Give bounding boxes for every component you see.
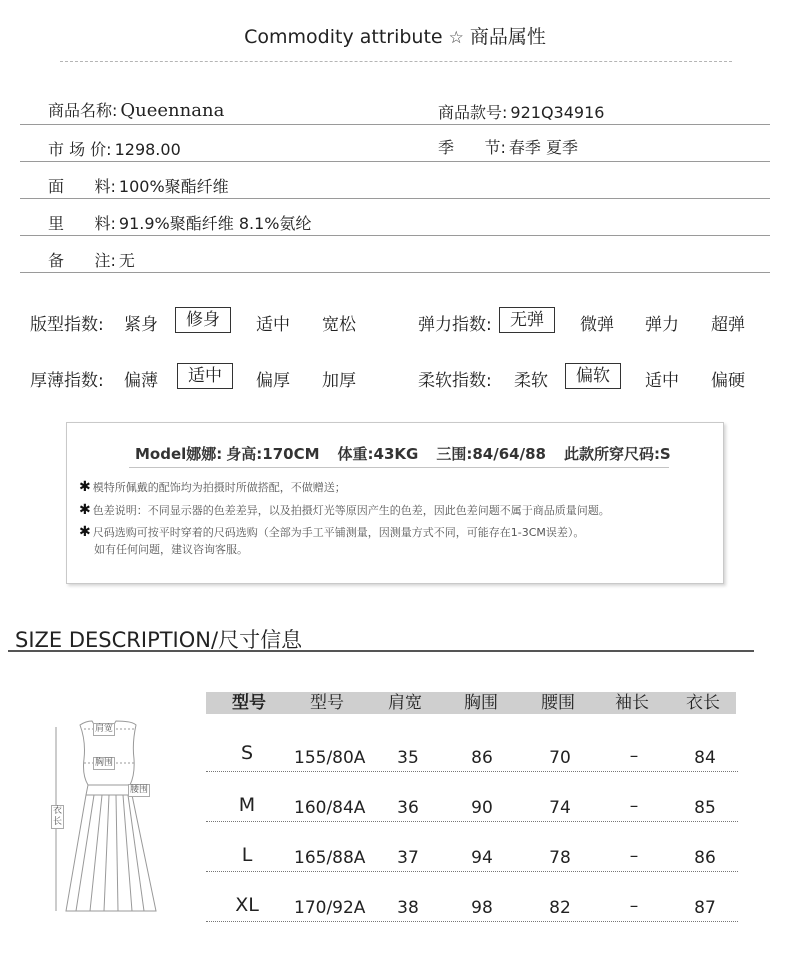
- fit-option: 宽松: [322, 315, 356, 335]
- softness-option: 适中: [645, 371, 679, 391]
- model-height: 身高:170CM: [226, 445, 320, 463]
- shoulder-tag: 肩宽: [95, 724, 114, 734]
- lining-value: 91.9%聚酯纤维 8.1%氨纶: [118, 214, 312, 233]
- attr-row-remark: [20, 236, 770, 273]
- season-value: 春季 夏季: [508, 138, 579, 157]
- th-length: 衣长: [686, 693, 720, 713]
- model-size-worn: 此款所穿尺码:S: [563, 445, 671, 463]
- cell-shoulder: 38: [397, 898, 419, 918]
- cell-length: 84: [694, 748, 716, 768]
- note-text: 色差说明：不同显示器的色差差异，以及拍摄灯光等原因产生的色差，因此色差问题不属于商品质量问题。: [92, 504, 610, 517]
- lining-label: 里 料:: [48, 214, 116, 233]
- table-row: [206, 872, 738, 922]
- model-info-box: [66, 422, 724, 584]
- size-table-header: [206, 692, 736, 714]
- bust-tag: 胸围: [95, 758, 114, 768]
- cell-sleeve: –: [629, 896, 639, 916]
- cell-sleeve: –: [629, 796, 639, 816]
- elastic-option: 超弹: [711, 315, 745, 335]
- elastic-option-selected: 无弹: [499, 307, 555, 333]
- cell-spec: 160/84A: [294, 798, 366, 818]
- cell-shoulder: 37: [397, 848, 419, 868]
- cell-sleeve: –: [629, 846, 639, 866]
- note-tail: 如有任何问题，建议咨询客服。: [94, 543, 248, 556]
- size-section-title: SIZE DESCRIPTION/尺寸信息: [15, 628, 303, 652]
- cell-bust: 98: [471, 898, 493, 918]
- model-stats: [135, 443, 671, 464]
- attr-row-fabric: [20, 162, 770, 199]
- asterisk-icon: ✱: [79, 524, 91, 540]
- fabric-label: 面 料:: [48, 177, 116, 196]
- fit-option-selected: 修身: [175, 307, 231, 333]
- cell-length: 87: [694, 898, 716, 918]
- softness-option: 偏硬: [711, 371, 745, 391]
- fit-index-label: 版型指数:: [30, 315, 104, 335]
- note-item: [79, 479, 346, 496]
- model-name: Model娜娜:: [135, 445, 223, 463]
- note-text: 模特所佩戴的配饰均为拍摄时所做搭配，不做赠送；: [92, 481, 346, 494]
- note-item: [79, 524, 584, 541]
- note-text: 尺码选购可按平时穿着的尺码选购（全部为手工平铺测量，因测量方式不同，可能存在1-3CM误差）。: [92, 526, 585, 539]
- cell-size: S: [240, 742, 254, 764]
- dress-diagram: [40, 715, 190, 915]
- section-header: [0, 22, 790, 49]
- th-size: 型号: [232, 693, 266, 713]
- thickness-option: 偏厚: [256, 371, 290, 391]
- attr-row-lining: [20, 199, 770, 236]
- cell-sleeve: –: [629, 746, 639, 766]
- cell-size: M: [238, 794, 256, 816]
- thickness-option-selected: 适中: [177, 363, 233, 389]
- fabric-value: 100%聚酯纤维: [118, 177, 229, 196]
- header-title-cn: 商品属性: [469, 26, 546, 48]
- th-bust: 胸围: [464, 693, 498, 713]
- elastic-option: 微弹: [580, 315, 614, 335]
- elastic-index-label: 弹力指数:: [418, 315, 492, 335]
- price-value: 1298.00: [114, 140, 181, 159]
- cell-length: 85: [694, 798, 716, 818]
- index-row-2: [0, 363, 790, 393]
- price-label: 市 场 价:: [48, 140, 112, 159]
- table-row: [206, 772, 738, 822]
- note-item: [79, 502, 610, 519]
- cell-bust: 86: [471, 748, 493, 768]
- remark-label: 备 注:: [48, 251, 116, 270]
- cell-waist: 74: [549, 798, 571, 818]
- model-divider: [129, 467, 669, 468]
- asterisk-icon: ✱: [79, 502, 91, 518]
- asterisk-icon: ✱: [79, 479, 91, 495]
- style-no-value: 921Q34916: [510, 103, 605, 122]
- th-sleeve: 袖长: [615, 693, 649, 713]
- cell-bust: 94: [471, 848, 493, 868]
- header-title-en: Commodity attribute: [244, 26, 443, 48]
- thickness-option: 加厚: [322, 371, 356, 391]
- size-section-divider: [8, 650, 754, 652]
- cell-waist: 82: [549, 898, 571, 918]
- cell-waist: 70: [549, 748, 571, 768]
- fit-option: 适中: [256, 315, 290, 335]
- product-name-value: Queennana: [120, 100, 225, 121]
- cell-spec: 170/92A: [294, 898, 366, 918]
- season-label: 季 节:: [438, 138, 506, 157]
- model-measurements: 三围:84/64/88: [436, 445, 546, 463]
- thickness-index-label: 厚薄指数:: [30, 371, 104, 391]
- index-row-1: [0, 307, 790, 337]
- cell-shoulder: 36: [397, 798, 419, 818]
- attr-row-name: [20, 88, 770, 125]
- th-shoulder: 肩宽: [388, 693, 422, 713]
- cell-size: L: [241, 844, 253, 866]
- elastic-option: 弹力: [645, 315, 679, 335]
- cell-spec: 155/80A: [294, 748, 366, 768]
- model-weight: 体重:43KG: [337, 445, 419, 463]
- remark-value: 无: [118, 251, 135, 270]
- style-no-label: 商品款号:: [438, 103, 508, 122]
- length-tag: 衣长: [53, 806, 63, 827]
- product-name-label: 商品名称:: [48, 101, 118, 120]
- th-waist: 腰围: [541, 693, 575, 713]
- waist-tag: 腰围: [130, 785, 149, 795]
- cell-shoulder: 35: [397, 748, 419, 768]
- cell-size: XL: [235, 894, 259, 916]
- softness-option: 柔软: [514, 371, 548, 391]
- cell-bust: 90: [471, 798, 493, 818]
- table-row: [206, 722, 738, 772]
- cell-spec: 165/88A: [294, 848, 366, 868]
- cell-length: 86: [694, 848, 716, 868]
- header-divider: [60, 61, 732, 62]
- th-spec: 型号: [310, 693, 344, 713]
- fit-option: 紧身: [124, 315, 158, 335]
- softness-index-label: 柔软指数:: [418, 371, 492, 391]
- softness-option-selected: 偏软: [565, 363, 621, 389]
- table-row: [206, 822, 738, 872]
- attr-row-price: [20, 125, 770, 162]
- thickness-option: 偏薄: [124, 371, 158, 391]
- cell-waist: 78: [549, 848, 571, 868]
- star-icon: ☆: [448, 28, 464, 48]
